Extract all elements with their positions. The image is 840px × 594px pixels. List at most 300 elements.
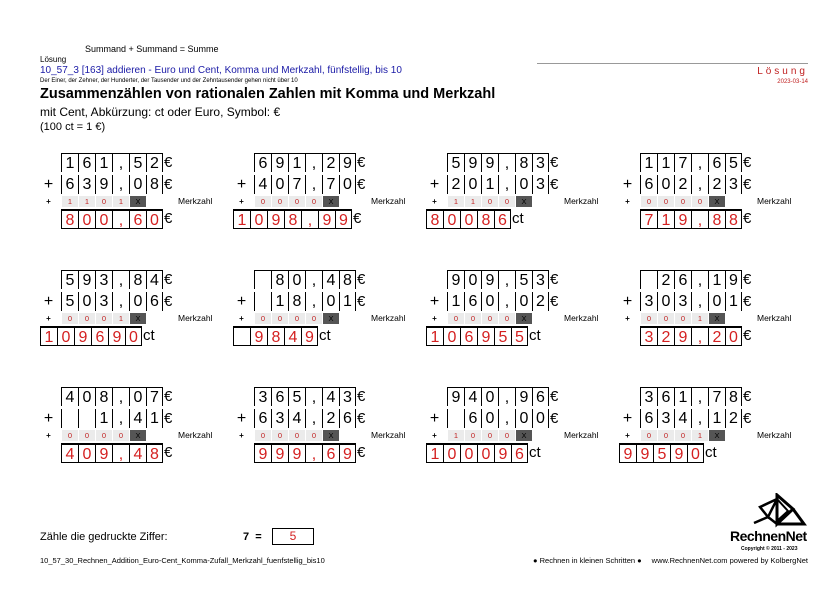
result-digit-cell: 8	[146, 443, 163, 463]
carry-plus-sign: +	[239, 197, 244, 206]
count-digit: 7 =	[243, 531, 262, 543]
carry-cell: 0	[305, 196, 322, 207]
merkzahl-label: Merkzahl	[564, 430, 599, 440]
digit-cell: 4	[322, 270, 339, 289]
digit-cell: 1	[288, 153, 305, 172]
summand-1-row	[640, 387, 756, 406]
digit-cell: 1	[146, 409, 163, 428]
merkzahl-label: Merkzahl	[757, 196, 792, 206]
footer-filename: 10_57_30_Rechnen_Addition_Euro-Cent_Komma-Zufall_Merkzahl_fuenfstellig_bis10	[40, 556, 325, 565]
currency-unit: €	[743, 293, 752, 310]
digit-cell: 5	[129, 153, 146, 172]
merkzahl-label: Merkzahl	[564, 196, 599, 206]
result-digit-cell: ,	[691, 209, 708, 229]
digit-cell: 1	[708, 409, 725, 428]
digit-cell: 4	[61, 387, 78, 406]
currency-unit: €	[357, 410, 366, 427]
digit-cell: 9	[481, 153, 498, 172]
carry-row	[640, 313, 725, 324]
merkzahl-label: Merkzahl	[757, 313, 792, 323]
result-digit-cell: 8	[61, 209, 78, 229]
digit-cell: 6	[464, 292, 481, 311]
digit-cell: 4	[288, 409, 305, 428]
digit-cell: 1	[657, 153, 674, 172]
digit-cell: 8	[725, 387, 742, 406]
digit-cell: ,	[498, 292, 515, 311]
digit-cell: 3	[640, 387, 657, 406]
result-digit-cell: 9	[254, 443, 271, 463]
result-digit-cell: 0	[460, 209, 477, 229]
digit-cell: 0	[129, 175, 146, 194]
digit-cell: 9	[78, 270, 95, 289]
digit-cell: 9	[447, 387, 464, 406]
carry-plus-sign: +	[46, 197, 51, 206]
carry-plus-sign: +	[239, 314, 244, 323]
digit-cell: 0	[78, 292, 95, 311]
addition-problem	[40, 153, 225, 248]
carry-plus-sign: +	[625, 197, 630, 206]
digit-cell: 0	[481, 292, 498, 311]
digit-cell: 0	[288, 270, 305, 289]
digit-cell: 8	[271, 270, 288, 289]
carry-row	[61, 196, 146, 207]
currency-unit: €	[550, 271, 559, 288]
digit-cell: 9	[447, 270, 464, 289]
carry-cell: 0	[78, 313, 95, 324]
plus-sign: +	[236, 176, 247, 193]
result-unit: ct	[319, 327, 331, 344]
carry-row	[61, 430, 146, 441]
result-unit: €	[164, 210, 173, 227]
result-digit-cell: 9	[95, 443, 112, 463]
digit-cell: 6	[640, 175, 657, 194]
result-digit-cell: 4	[61, 443, 78, 463]
currency-unit: €	[743, 410, 752, 427]
digit-cell: 0	[464, 175, 481, 194]
digit-cell: ,	[691, 153, 708, 172]
currency-unit: €	[164, 388, 173, 405]
digit-cell: 7	[674, 153, 691, 172]
merkzahl-label: Merkzahl	[178, 430, 213, 440]
carry-row	[640, 430, 725, 441]
digit-cell: 0	[481, 409, 498, 428]
digit-cell: 3	[532, 270, 549, 289]
result-digit-cell: 1	[657, 209, 674, 229]
carry-cell: 1	[447, 430, 464, 441]
summand-1-row	[254, 270, 370, 289]
carry-cell: 1	[691, 313, 708, 324]
carry-cell: 0	[288, 430, 305, 441]
result-digit-cell: 8	[426, 209, 443, 229]
result-digit-cell: 6	[129, 209, 146, 229]
digit-cell: 0	[271, 175, 288, 194]
digit-cell: 7	[708, 387, 725, 406]
carry-cell: 0	[288, 196, 305, 207]
result-row	[254, 443, 365, 463]
summand-2-row	[447, 292, 563, 311]
merkzahl-label: Merkzahl	[178, 313, 213, 323]
currency-unit: €	[164, 176, 173, 193]
result-row	[40, 326, 155, 346]
carry-cell: 0	[112, 430, 129, 441]
digit-cell	[640, 270, 657, 289]
carry-row	[447, 313, 532, 324]
digit-cell: 1	[725, 292, 742, 311]
result-digit-cell: 9	[271, 443, 288, 463]
digit-cell: 0	[129, 387, 146, 406]
digit-cell: 0	[657, 175, 674, 194]
digit-cell: 1	[481, 175, 498, 194]
digit-cell: 3	[657, 409, 674, 428]
result-digit-cell: 9	[636, 443, 653, 463]
addition-problem	[40, 387, 225, 482]
digit-cell: 8	[95, 387, 112, 406]
addition-problem	[426, 153, 611, 248]
carry-cell: 0	[657, 313, 674, 324]
plus-sign: +	[429, 293, 440, 310]
result-unit: ct	[512, 210, 524, 227]
result-unit: ct	[529, 327, 541, 344]
result-digit-cell	[233, 326, 250, 346]
digit-cell: 6	[708, 153, 725, 172]
merkzahl-label: Merkzahl	[371, 196, 406, 206]
count-answer-box[interactable]: 5	[272, 528, 314, 545]
carry-blocked-cell: X	[708, 313, 725, 324]
digit-cell: 8	[146, 175, 163, 194]
result-digit-cell: 9	[318, 209, 335, 229]
summand-1-row	[61, 270, 177, 289]
digit-cell: 3	[254, 387, 271, 406]
summand-1-row	[640, 270, 756, 289]
digit-cell: 1	[95, 409, 112, 428]
carry-row	[61, 313, 146, 324]
count-instruction: Zähle die gedruckte Ziffer:	[40, 531, 168, 543]
result-digit-cell: 4	[284, 326, 301, 346]
digit-cell: 5	[447, 153, 464, 172]
worksheet-rule-note: Der Einer, der Zehner, der Hunderter, der Tausender und der Zehntausender gehen nicht über 10	[40, 78, 298, 84]
carry-cell: 0	[657, 430, 674, 441]
summand-2-row	[640, 409, 756, 428]
summand-2-row	[254, 409, 370, 428]
digit-cell: 1	[271, 292, 288, 311]
carry-cell: 0	[78, 430, 95, 441]
carry-cell: 0	[95, 313, 112, 324]
plus-sign: +	[429, 176, 440, 193]
digit-cell: 6	[254, 409, 271, 428]
result-digit-cell: ,	[112, 209, 129, 229]
digit-cell: ,	[691, 270, 708, 289]
result-digit-cell: 2	[657, 326, 674, 346]
result-digit-cell: ,	[112, 443, 129, 463]
summand-2-row	[640, 175, 756, 194]
digit-cell: 1	[674, 387, 691, 406]
digit-cell: 9	[464, 153, 481, 172]
currency-unit: €	[550, 176, 559, 193]
result-digit-cell: 1	[40, 326, 57, 346]
currency-unit: €	[357, 271, 366, 288]
carry-cell: 0	[305, 430, 322, 441]
summand-1-row	[61, 153, 177, 172]
digit-cell: ,	[691, 175, 708, 194]
digit-cell: ,	[498, 270, 515, 289]
digit-cell: 0	[708, 292, 725, 311]
carry-cell: 0	[481, 313, 498, 324]
digit-cell: 3	[640, 292, 657, 311]
digit-cell: 2	[532, 292, 549, 311]
digit-cell: 3	[339, 387, 356, 406]
digit-cell: 9	[481, 270, 498, 289]
addition-problem	[233, 153, 418, 248]
addition-problem	[233, 387, 418, 482]
result-digit-cell: ,	[301, 209, 318, 229]
currency-unit: €	[357, 388, 366, 405]
digit-cell: 4	[254, 175, 271, 194]
digit-cell	[78, 409, 95, 428]
digit-cell: 2	[146, 153, 163, 172]
result-row	[640, 209, 751, 229]
logo-wordmark: RechnenNet	[730, 528, 807, 544]
carry-blocked-cell: X	[515, 313, 532, 324]
result-row	[233, 326, 331, 346]
carry-row	[254, 313, 339, 324]
carry-cell: 1	[112, 196, 129, 207]
result-digit-cell: 9	[339, 443, 356, 463]
digit-cell: ,	[112, 409, 129, 428]
summand-2-row	[61, 409, 177, 428]
addition-problem	[619, 270, 804, 365]
carry-cell: 0	[674, 196, 691, 207]
digit-cell: 1	[61, 153, 78, 172]
worksheet-code: 10_57_3 [163] addieren - Euro und Cent, Komma und Merkzahl, fünfstellig, bis 10	[40, 65, 402, 76]
digit-cell	[254, 292, 271, 311]
digit-cell: 8	[288, 292, 305, 311]
result-digit-cell: 1	[426, 443, 443, 463]
digit-cell: 9	[515, 387, 532, 406]
result-digit-cell: 9	[494, 443, 511, 463]
summand-1-row	[254, 153, 370, 172]
plus-sign: +	[236, 410, 247, 427]
result-row	[619, 443, 717, 463]
carry-cell: 0	[674, 430, 691, 441]
carry-cell: 0	[640, 313, 657, 324]
digit-cell: 7	[288, 175, 305, 194]
result-digit-cell: 9	[619, 443, 636, 463]
plus-sign: +	[236, 293, 247, 310]
carry-blocked-cell: X	[322, 196, 339, 207]
digit-cell: 0	[129, 292, 146, 311]
result-digit-cell: 0	[477, 443, 494, 463]
digit-cell: 3	[271, 409, 288, 428]
result-unit: €	[357, 444, 366, 461]
result-digit-cell: 9	[267, 209, 284, 229]
plus-sign: +	[622, 410, 633, 427]
digit-cell: 4	[322, 387, 339, 406]
digit-cell: 3	[725, 175, 742, 194]
digit-cell: 4	[146, 270, 163, 289]
currency-unit: €	[743, 176, 752, 193]
result-digit-cell: 6	[460, 326, 477, 346]
digit-cell: 0	[322, 292, 339, 311]
digit-cell: 0	[481, 387, 498, 406]
carry-cell: 1	[464, 196, 481, 207]
header-divider	[537, 63, 808, 64]
result-digit-cell: 0	[146, 209, 163, 229]
carry-cell: 0	[447, 313, 464, 324]
addition-problem	[426, 270, 611, 365]
digit-cell: 9	[95, 175, 112, 194]
carry-cell: 0	[498, 430, 515, 441]
carry-cell: 0	[498, 196, 515, 207]
digit-cell: ,	[305, 409, 322, 428]
carry-blocked-cell: X	[322, 430, 339, 441]
merkzahl-label: Merkzahl	[371, 313, 406, 323]
carry-plus-sign: +	[239, 431, 244, 440]
digit-cell: 1	[95, 153, 112, 172]
result-digit-cell: 1	[233, 209, 250, 229]
digit-cell: 6	[78, 153, 95, 172]
carry-cell: 0	[464, 313, 481, 324]
digit-cell: ,	[305, 153, 322, 172]
carry-blocked-cell: X	[515, 430, 532, 441]
result-row	[426, 443, 541, 463]
digit-cell: 3	[78, 175, 95, 194]
digit-cell: 3	[674, 292, 691, 311]
result-digit-cell: 9	[74, 326, 91, 346]
footer-website: www.RechnenNet.com powered by KolbergNet	[651, 556, 808, 565]
currency-unit: €	[743, 388, 752, 405]
result-row	[640, 326, 751, 346]
digit-cell: ,	[498, 409, 515, 428]
digit-cell: 9	[271, 153, 288, 172]
plus-sign: +	[622, 293, 633, 310]
carry-cell: 0	[498, 313, 515, 324]
result-digit-cell: 0	[725, 326, 742, 346]
digit-cell: ,	[498, 387, 515, 406]
result-digit-cell: 0	[78, 209, 95, 229]
carry-cell: 0	[61, 313, 78, 324]
currency-unit: €	[164, 271, 173, 288]
result-digit-cell: 0	[125, 326, 142, 346]
digit-cell: 1	[708, 270, 725, 289]
carry-cell: 0	[271, 313, 288, 324]
digit-cell: 6	[532, 387, 549, 406]
result-digit-cell: 6	[511, 443, 528, 463]
result-unit: €	[743, 210, 752, 227]
carry-plus-sign: +	[432, 197, 437, 206]
digit-cell: 6	[640, 409, 657, 428]
solution-small-label: Lösung	[40, 55, 67, 64]
carry-cell: 0	[95, 196, 112, 207]
digit-cell: 5	[515, 270, 532, 289]
summand-2-row	[447, 409, 563, 428]
digit-cell: 4	[464, 387, 481, 406]
digit-cell: 2	[322, 153, 339, 172]
carry-blocked-cell: X	[708, 430, 725, 441]
worksheet-date: 2023-03-14	[777, 79, 808, 85]
result-row	[61, 443, 172, 463]
digit-cell: 6	[339, 409, 356, 428]
digit-cell: 3	[95, 270, 112, 289]
digit-cell: 0	[515, 292, 532, 311]
result-digit-cell: 0	[57, 326, 74, 346]
carry-row	[254, 430, 339, 441]
result-row	[426, 209, 524, 229]
currency-unit: €	[743, 271, 752, 288]
carry-row	[640, 196, 725, 207]
digit-cell: 6	[657, 387, 674, 406]
summand-1-row	[640, 153, 756, 172]
result-digit-cell: 0	[95, 209, 112, 229]
digit-cell: 0	[532, 409, 549, 428]
summand-2-row	[254, 175, 370, 194]
digit-cell: 9	[339, 153, 356, 172]
carry-cell: 0	[481, 430, 498, 441]
result-row	[233, 209, 361, 229]
summand-2-row	[254, 292, 370, 311]
currency-unit: €	[550, 410, 559, 427]
plus-sign: +	[622, 176, 633, 193]
digit-cell: 6	[61, 175, 78, 194]
carry-cell: 0	[271, 196, 288, 207]
carry-cell: 1	[447, 196, 464, 207]
digit-cell: ,	[112, 292, 129, 311]
digit-cell: 8	[515, 153, 532, 172]
digit-cell: 6	[146, 292, 163, 311]
digit-cell: ,	[498, 175, 515, 194]
result-digit-cell: 0	[443, 209, 460, 229]
carry-cell: 0	[254, 313, 271, 324]
copyright-notice: Copyright © 2011 - 2023	[741, 546, 798, 552]
result-digit-cell: 0	[443, 443, 460, 463]
plus-sign: +	[429, 410, 440, 427]
digit-cell: ,	[691, 409, 708, 428]
carry-cell: 0	[254, 430, 271, 441]
digit-cell: 0	[464, 270, 481, 289]
result-digit-cell: 7	[640, 209, 657, 229]
addition-problem	[426, 387, 611, 482]
carry-plus-sign: +	[432, 431, 437, 440]
digit-cell: 3	[95, 292, 112, 311]
carry-cell: 0	[657, 196, 674, 207]
digit-cell: ,	[691, 387, 708, 406]
summand-2-row	[640, 292, 756, 311]
carry-plus-sign: +	[625, 431, 630, 440]
digit-cell: ,	[305, 292, 322, 311]
result-row	[426, 326, 541, 346]
result-digit-cell: 9	[670, 443, 687, 463]
result-digit-cell: 5	[494, 326, 511, 346]
plus-sign: +	[43, 293, 54, 310]
result-digit-cell: 4	[129, 443, 146, 463]
carry-cell: 0	[95, 430, 112, 441]
carry-cell: 1	[691, 430, 708, 441]
digit-cell: 1	[640, 153, 657, 172]
carry-cell: 0	[271, 430, 288, 441]
result-digit-cell: 1	[426, 326, 443, 346]
digit-cell: 1	[447, 292, 464, 311]
currency-unit: €	[550, 154, 559, 171]
result-digit-cell: 6	[91, 326, 108, 346]
carry-blocked-cell: X	[322, 313, 339, 324]
summand-1-row	[61, 387, 177, 406]
summand-1-row	[447, 387, 563, 406]
carry-cell: 0	[481, 196, 498, 207]
digit-cell: ,	[112, 387, 129, 406]
digit-cell: 0	[515, 409, 532, 428]
summand-1-row	[254, 387, 370, 406]
currency-unit: €	[164, 410, 173, 427]
digit-cell: 9	[725, 270, 742, 289]
